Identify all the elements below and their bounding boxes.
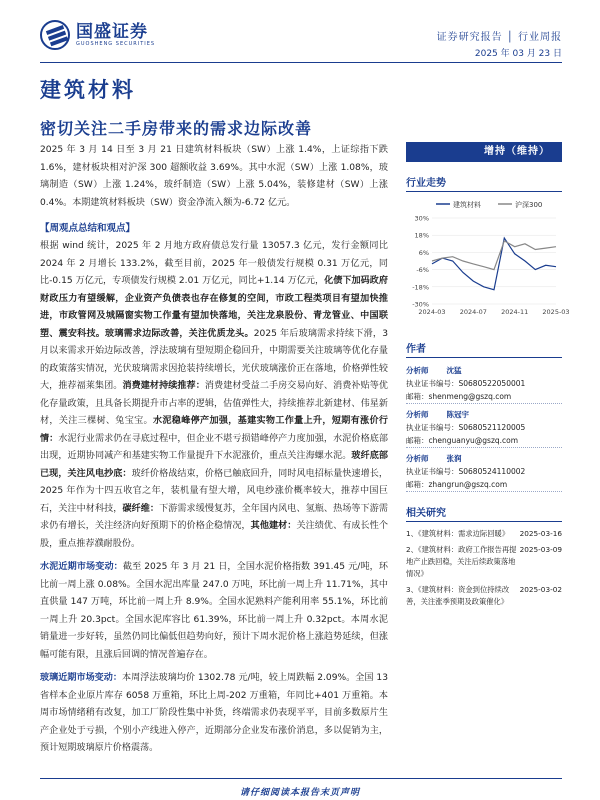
summary-paragraph: 2025 年 3 月 14 日至 3 月 21 日建筑材料板块（SW）上涨 1.4%，上证综指下跌 1.6%，建材板块相对沪深 300 超额收益 3.69%。其中水泥（SW）上涨 1.08%，玻璃制造（SW）上涨 1.24%，玻纤制造（SW）上涨 5.04%，装修建材（SW）上涨 0.4%。本期建筑材料板块（SW）资金净流入额为-6.72 亿元。 (40, 145, 388, 208)
y-tick-label: 30% (414, 214, 429, 223)
y-tick-label: -18% (412, 283, 429, 292)
y-tick-label: -30% (412, 300, 429, 309)
trend-heading: 行业走势 (406, 174, 562, 192)
related-item[interactable]: 3、《建筑材料：资金到位持续改善，关注涨季预期及政策催化》 2025-03-02 (406, 585, 562, 606)
logo-name-en: GUOSHENG SECURITIES (76, 41, 156, 47)
main-content (40, 142, 388, 758)
page-footer (0, 778, 600, 800)
viewpoint-heading: 【周观点总结和观点】 (40, 223, 136, 234)
report-date: 2025 年 03 月 23 日 (474, 49, 562, 59)
analyst-item: 分析师 陈冠宇 执业证书编号：S0680521120005 邮箱：chenguanyu@gszq.com (406, 408, 562, 448)
cement-label: 水泥近期市场变动： (40, 562, 123, 572)
legend-label: 沪深300 (515, 201, 543, 209)
related-heading: 相关研究 (406, 504, 562, 522)
related-list (406, 528, 562, 608)
rating-badge: 增持（维持） (406, 142, 562, 162)
page-subtitle: 密切关注二手房带来的需求边际改善 (40, 119, 313, 138)
legend-label: 建筑材料 (453, 201, 481, 209)
logo-icon (40, 20, 70, 50)
x-tick-label: 2024-11 (501, 308, 529, 316)
y-tick-label: 6% (418, 248, 429, 257)
series-line (432, 238, 556, 290)
authors-heading: 作者 (406, 340, 562, 358)
report-type: 证券研究报告 │ 行业周报 (436, 32, 562, 43)
x-tick-label: 2024-03 (418, 308, 446, 316)
related-item[interactable]: 1、《建筑材料：需求边际回暖》 2025-03-16 (406, 529, 562, 538)
footer-disclaimer: 请仔细阅读本报告末页声明 (239, 788, 360, 798)
related-item[interactable]: 2、《建筑材料：政府工作报告再提地产止跌回稳，关注后续政策落地情况》 2025-03-09 (406, 545, 562, 578)
analyst-item: 分析师 张润 执业证书编号：S0680524110002 邮箱：zhangrun@gszq.com (406, 452, 562, 492)
logo-name-cn: 国盛证券 (76, 22, 148, 42)
x-tick-label: 2024-07 (459, 308, 487, 316)
header-divider (40, 62, 562, 63)
analyst-item: 分析师 沈猛 执业证书编号：S0680522050001 邮箱：shenmeng@gszq.com (406, 364, 562, 404)
series-line (432, 241, 556, 270)
report-header (0, 0, 600, 70)
trend-chart-svg (406, 196, 570, 324)
y-tick-label: 18% (414, 231, 429, 240)
page-title: 建筑材料 (40, 78, 136, 102)
analyst-list (406, 364, 562, 492)
footer-divider (40, 778, 562, 779)
company-logo (40, 20, 155, 50)
sidebar (406, 142, 570, 612)
viewpoint-paragraph: 根据 wind 统计，2025 年 2 月地方政府债总发行量 13057.3 亿元，发行金额同比 2024 年 2 月增长 133.2%，截至目前，2025 年一般债发行规模 0.31 万亿元，同比-0.15 万亿元，专项债发行规模 2.01 万亿元，同比+1.14 万亿元，化债下加码政府财政压力有望缓解，企业资产负债表也存在修复的空间，市政工程类项目有望加快推进，市政管网及城隔窗实物工作量有望加快落地，关注龙泉股份、青龙管业、中国联塑、震安科技。玻璃需求边际改善，关注优质龙头。2025 年后玻璃需求持续下滑，3 月以来需求开始边际改善，浮法玻璃有望短期企稳回升，中期需要关注玻璃等优化存量的政策落实情况，光伏玻璃需求因抢装持续增长，光伏玻璃涨价正在落地，价格弹性较大，推荐福莱集团。消费建材持续推荐：消费建材受益二手房交易向好、消费补贴等优化存量政策，且具备长期提升市占率的逻辑，估值弹性大，持续推荐北新建材、伟星新材，关注三棵树、兔宝宝。水泥稳峰停产加强，基建实物工作量上升，短期有涨价行情：水泥行业需求仍在寻底过程中，但企业不堪亏损错峰停产力度加强，水泥价格底部出现，近期协同减产和基建实物工作量提升下水泥涨价，重点关注海螺水泥。玻纤底部已现，关注风电抄底：玻纤价格战结束，价格已触底回升，同时风电招标量快速增长，2025 年作为十四五收官之年，装机量有望大增，风电纱涨价概率较大，推荐中国巨石，关注中材科技，碳纤维：下游需求缓慢复苏，全年国内风电、氢瓶、热场等下游需求仍有增长，关注经济向好预期下的价格企稳情况，其他建材：关注绩优、有成长性个股，重点推荐濮耐股份。 (40, 241, 388, 549)
glass-label: 玻璃近期市场变动： (40, 673, 123, 683)
y-tick-label: -6% (416, 266, 429, 275)
trend-chart (406, 196, 570, 328)
x-tick-label: 2025-03 (542, 308, 570, 316)
glass-paragraph: 玻璃近期市场变动：本周浮法玻璃均价 1302.78 元/吨，较上周跌幅 2.09%。全国 13 省样本企业原片库存 6058 万重箱，环比上周-202 万重箱，年同比+401 万重箱。本周市场情绪稍有改复，加工厂阶段性集中补货，终端需求仍表现平平，目前多数原片生产企业处于亏损，个别小产线进入停产，近期部分企业发布涨价消息，多以促销为主，预计短期玻璃原片价格震荡。 (40, 673, 388, 753)
cement-paragraph: 水泥近期市场变动：截至 2025 年 3 月 21 日，全国水泥价格指数 391.45 元/吨，环比前一周上涨 0.08%。全国水泥出库量 247.0 万吨，环比前一周上升 11.71%，其中直供量 147 万吨，环比前一周上升 8.9%。全国水泥熟料产能利用率 55.1%，环比前一周上升 20.3pct。全国水泥库容比 61.39%，环比前一周上升 0.32pct。本周水泥销量进一步好转，虽然仍同比偏低但趋势向好，预计下周水泥价格上涨趋势延续，但涨幅可能有限，且涨后回调的情况普遍存在。 (40, 562, 388, 660)
